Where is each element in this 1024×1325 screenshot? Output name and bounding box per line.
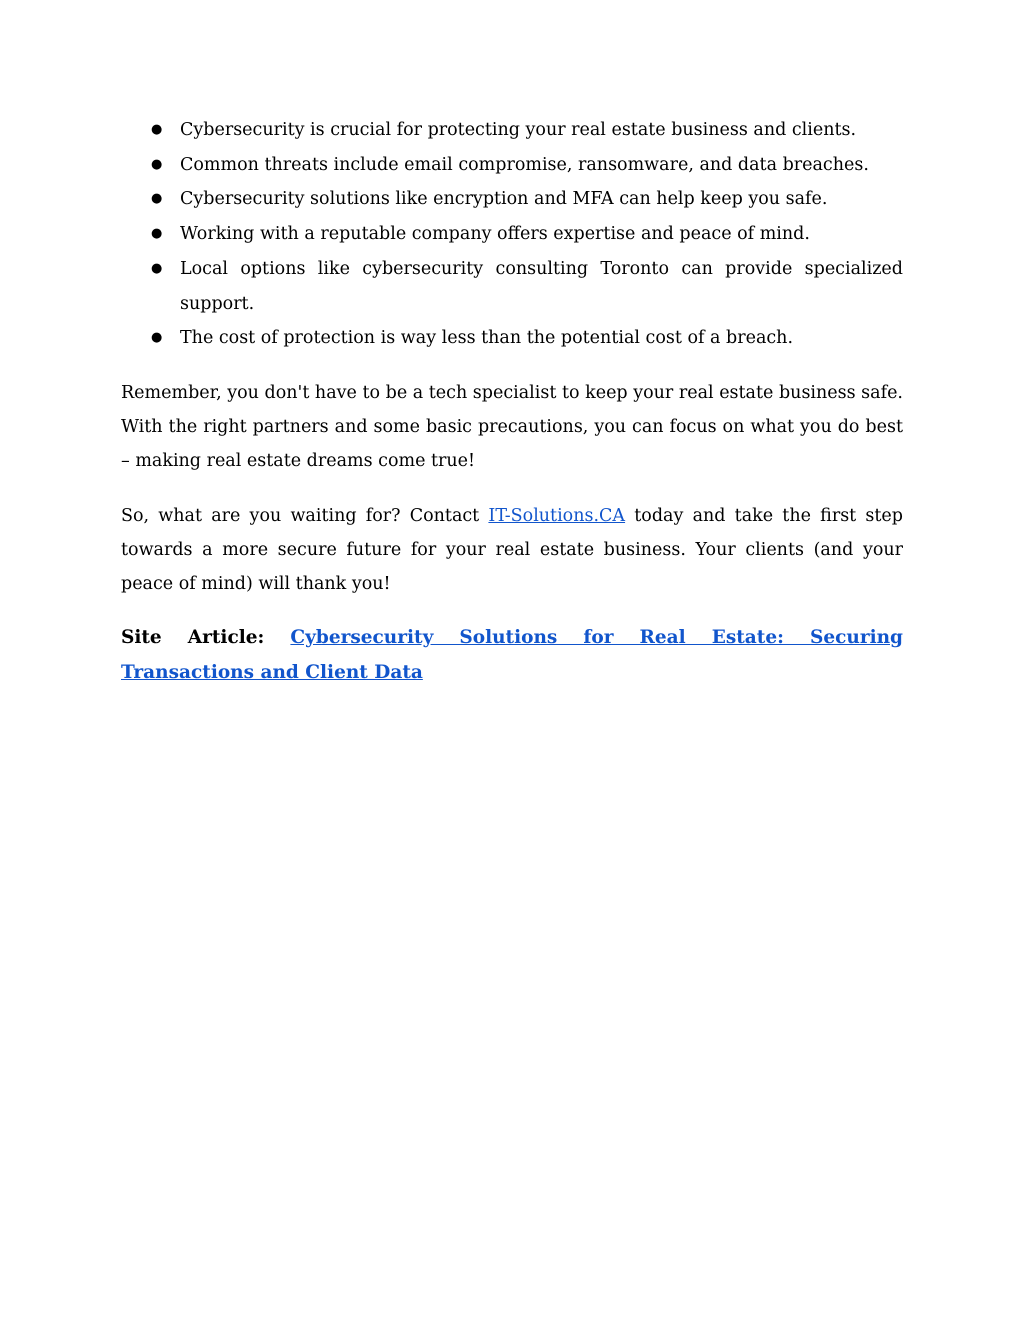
contact-text-before: So, what are you waiting for? Contact <box>121 505 489 526</box>
it-solutions-link[interactable]: IT-Solutions.CA <box>488 505 626 526</box>
contact-text-after: today and take the first step towards a more secure future for your real estate business. Your clients (and your peace of mind) will thank you! <box>121 505 903 594</box>
bullet-icon: ● <box>151 191 163 207</box>
contact-paragraph <box>121 499 903 602</box>
list-item <box>121 321 903 356</box>
list-item-text: Cybersecurity is crucial for protecting your real estate business and clients. <box>180 120 857 140</box>
site-article-line <box>121 621 903 690</box>
site-article-link[interactable]: Cybersecurity Solutions for Real Estate: Securing Transactions and Client Data <box>121 627 903 683</box>
site-article-label: Site Article: <box>121 627 265 649</box>
document-page <box>121 113 903 690</box>
list-item-text: Cybersecurity solutions like encryption and MFA can help keep you safe. <box>180 189 828 210</box>
bullet-icon: ● <box>151 122 163 137</box>
list-item-text: Working with a reputable company offers expertise and peace of mind. <box>180 224 810 245</box>
bullet-icon: ● <box>151 226 163 242</box>
list-item-text: Common threats include email compromise, ransomware, and data breaches. <box>180 154 869 175</box>
list-item <box>121 148 903 183</box>
bullet-icon: ● <box>151 260 163 276</box>
closing-paragraph: Remember, you don't have to be a tech specialist to keep your real estate business safe. With the right partners and some basic precautions, you can focus on what you do best – making real estate dreams come true! <box>121 382 903 472</box>
key-takeaways-list <box>121 113 903 356</box>
list-item <box>121 182 903 217</box>
list-item <box>121 217 903 252</box>
bullet-icon: ● <box>151 330 163 346</box>
list-item <box>121 252 903 321</box>
bullet-icon: ● <box>151 156 163 172</box>
list-item <box>121 113 903 148</box>
list-item-text: Local options like cybersecurity consulting Toronto can provide specialized support. <box>180 258 903 314</box>
list-item-text: The cost of protection is way less than the potential cost of a breach. <box>180 328 794 349</box>
